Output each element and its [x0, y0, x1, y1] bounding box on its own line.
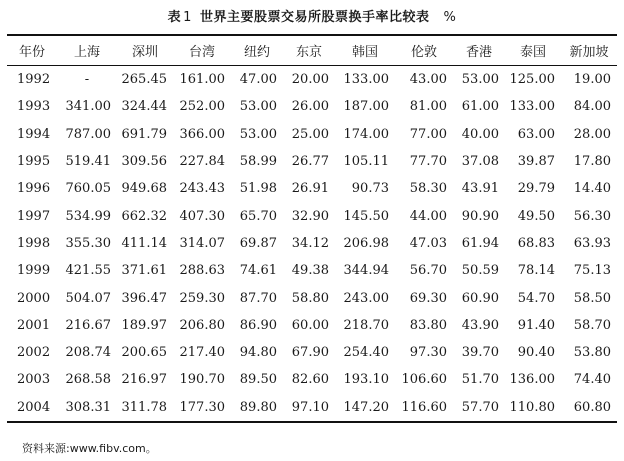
value-cell: 53.80 — [573, 345, 611, 361]
value-cell: 39.87 — [517, 154, 555, 170]
value-cell: 61.00 — [461, 99, 499, 115]
year-cell: 1993 — [17, 99, 51, 115]
value-cell: 91.40 — [517, 317, 555, 333]
value-cell: 125.00 — [509, 72, 555, 88]
value-cell: 53.00 — [239, 99, 277, 115]
value-cell: 82.60 — [291, 372, 329, 388]
value-cell: 51.70 — [461, 372, 499, 388]
value-cell: 534.99 — [65, 208, 111, 224]
value-cell: 371.61 — [121, 263, 167, 279]
value-cell: 206.80 — [179, 317, 225, 333]
value-cell: 89.80 — [239, 399, 277, 415]
value-cell: 355.30 — [65, 235, 111, 251]
table-row — [7, 93, 617, 120]
column-header-market: 台湾 — [188, 45, 215, 60]
value-cell: 110.80 — [509, 399, 555, 415]
value-cell: 133.00 — [343, 72, 389, 88]
value-cell: 288.63 — [179, 263, 225, 279]
table-row — [7, 66, 617, 94]
value-cell: 51.98 — [239, 181, 277, 197]
value-cell: 161.00 — [179, 72, 225, 88]
value-cell: 34.12 — [291, 235, 329, 251]
table-row — [7, 366, 617, 393]
column-header-market: 伦敦 — [410, 45, 437, 60]
column-header-market: 香港 — [465, 45, 492, 60]
column-header-market: 泰国 — [519, 45, 546, 60]
value-cell: 29.79 — [517, 181, 555, 197]
value-cell: 145.50 — [343, 208, 389, 224]
value-cell: 26.00 — [291, 99, 329, 115]
value-cell: 58.70 — [573, 317, 611, 333]
value-cell: 77.70 — [409, 154, 447, 170]
value-cell: 67.90 — [291, 345, 329, 361]
value-cell: 58.50 — [573, 290, 611, 306]
table-row — [7, 121, 617, 148]
year-cell: 1992 — [17, 72, 51, 88]
value-cell: 65.70 — [239, 208, 277, 224]
value-cell: 57.70 — [461, 399, 499, 415]
value-cell: 60.00 — [291, 317, 329, 333]
year-cell: 1998 — [17, 235, 51, 251]
turnover-table — [7, 34, 617, 423]
value-cell: 691.79 — [121, 126, 167, 142]
value-cell: 324.44 — [121, 99, 167, 115]
value-cell: 259.30 — [179, 290, 225, 306]
value-cell: 26.77 — [291, 154, 329, 170]
value-cell: 218.70 — [343, 317, 389, 333]
value-cell: 206.98 — [343, 235, 389, 251]
value-cell: 411.14 — [121, 235, 167, 251]
table-body — [7, 66, 617, 422]
value-cell: 314.07 — [179, 235, 225, 251]
table-row — [7, 230, 617, 257]
year-cell: 1995 — [17, 154, 51, 170]
table-row — [7, 284, 617, 311]
value-cell: 254.40 — [343, 345, 389, 361]
value-cell: 216.67 — [65, 317, 111, 333]
year-cell: 2001 — [17, 317, 51, 333]
year-cell: 1994 — [17, 126, 51, 142]
table-caption — [0, 6, 624, 25]
table-row — [7, 394, 617, 422]
value-cell: 366.00 — [179, 126, 225, 142]
value-cell: 243.43 — [179, 181, 225, 197]
value-cell: 60.90 — [461, 290, 499, 306]
value-cell: 90.40 — [517, 345, 555, 361]
value-cell: 106.60 — [401, 372, 447, 388]
value-cell: 268.58 — [65, 372, 111, 388]
value-cell: 89.50 — [239, 372, 277, 388]
value-cell: 40.00 — [461, 126, 499, 142]
value-cell: 53.00 — [239, 126, 277, 142]
value-cell: 116.60 — [401, 399, 447, 415]
value-cell: 309.56 — [121, 154, 167, 170]
value-cell: 68.83 — [517, 235, 555, 251]
value-cell: 97.10 — [291, 399, 329, 415]
value-cell: 84.00 — [573, 99, 611, 115]
table-row — [7, 312, 617, 339]
year-cell: 2003 — [17, 372, 51, 388]
value-cell: 26.91 — [291, 181, 329, 197]
value-cell: 63.00 — [517, 126, 555, 142]
value-cell: 39.70 — [461, 345, 499, 361]
value-cell: 69.30 — [409, 290, 447, 306]
value-cell: 53.00 — [461, 72, 499, 88]
value-cell: 193.10 — [343, 372, 389, 388]
value-cell: 243.00 — [343, 290, 389, 306]
value-cell: 43.91 — [461, 181, 499, 197]
value-cell: 174.00 — [343, 126, 389, 142]
value-cell: 47.00 — [239, 72, 277, 88]
value-cell: 86.90 — [239, 317, 277, 333]
value-cell: 20.00 — [291, 72, 329, 88]
source-note: 资料来源:www.fibv.com。 — [22, 442, 157, 455]
value-cell: 37.08 — [461, 154, 499, 170]
table-row — [7, 202, 617, 229]
value-cell: 54.70 — [517, 290, 555, 306]
value-cell: 61.94 — [461, 235, 499, 251]
value-cell: 58.30 — [409, 181, 447, 197]
year-cell: 1999 — [17, 263, 51, 279]
caption-title: 世界主要股票交易所股票换手率比较表 — [199, 10, 430, 25]
value-cell: 504.07 — [65, 290, 111, 306]
value-cell: 32.90 — [291, 208, 329, 224]
value-cell: 190.70 — [179, 372, 225, 388]
value-cell: 17.80 — [573, 154, 611, 170]
value-cell: 44.00 — [409, 208, 447, 224]
value-cell: 105.11 — [343, 154, 389, 170]
value-cell: 252.00 — [179, 99, 225, 115]
value-cell: 177.30 — [179, 399, 225, 415]
value-cell: 43.00 — [409, 72, 447, 88]
value-cell: 58.99 — [239, 154, 277, 170]
value-cell: 341.00 — [65, 99, 111, 115]
value-cell: 69.87 — [239, 235, 277, 251]
value-cell: 308.31 — [65, 399, 111, 415]
value-cell: 133.00 — [509, 99, 555, 115]
value-cell: 265.45 — [121, 72, 167, 88]
value-cell: 407.30 — [179, 208, 225, 224]
value-cell: 90.73 — [351, 181, 389, 197]
year-cell: 1997 — [17, 208, 51, 224]
header-row — [7, 35, 617, 66]
value-cell: 19.00 — [573, 72, 611, 88]
value-cell: 216.97 — [121, 372, 167, 388]
value-cell: 200.65 — [121, 345, 167, 361]
column-header-market: 纽约 — [243, 45, 270, 60]
value-cell: 83.80 — [409, 317, 447, 333]
caption-unit: % — [443, 10, 457, 25]
column-header-market: 新加坡 — [569, 45, 609, 60]
year-cell: 2002 — [17, 345, 51, 361]
column-header-year: 年份 — [18, 45, 45, 60]
year-cell: 2004 — [17, 399, 51, 415]
value-cell: - — [84, 72, 90, 88]
column-header-market: 韩国 — [351, 45, 378, 60]
value-cell: 56.70 — [409, 263, 447, 279]
value-cell: 949.68 — [121, 181, 167, 197]
value-cell: 227.84 — [179, 154, 225, 170]
value-cell: 58.80 — [291, 290, 329, 306]
table-row — [7, 148, 617, 175]
value-cell: 396.47 — [121, 290, 167, 306]
value-cell: 189.97 — [121, 317, 167, 333]
value-cell: 90.90 — [461, 208, 499, 224]
value-cell: 787.00 — [65, 126, 111, 142]
column-header-market: 上海 — [73, 45, 100, 60]
value-cell: 344.94 — [343, 263, 389, 279]
value-cell: 47.03 — [409, 235, 447, 251]
table-header — [7, 35, 617, 66]
value-cell: 74.61 — [239, 263, 277, 279]
value-cell: 75.13 — [573, 263, 611, 279]
value-cell: 187.00 — [343, 99, 389, 115]
value-cell: 421.55 — [65, 263, 111, 279]
column-header-market: 深圳 — [131, 45, 158, 60]
value-cell: 217.40 — [179, 345, 225, 361]
value-cell: 147.20 — [343, 399, 389, 415]
value-cell: 77.00 — [409, 126, 447, 142]
value-cell: 87.70 — [239, 290, 277, 306]
table-row — [7, 175, 617, 202]
value-cell: 519.41 — [65, 154, 111, 170]
value-cell: 56.30 — [573, 208, 611, 224]
value-cell: 760.05 — [65, 181, 111, 197]
value-cell: 662.32 — [121, 208, 167, 224]
value-cell: 136.00 — [509, 372, 555, 388]
value-cell: 49.50 — [517, 208, 555, 224]
turnover-table-container — [7, 34, 617, 423]
value-cell: 311.78 — [121, 399, 167, 415]
value-cell: 50.59 — [461, 263, 499, 279]
caption-prefix: 表 — [167, 10, 182, 25]
value-cell: 94.80 — [239, 345, 277, 361]
value-cell: 74.40 — [573, 372, 611, 388]
value-cell: 25.00 — [291, 126, 329, 142]
table-row — [7, 257, 617, 284]
value-cell: 14.40 — [573, 181, 611, 197]
value-cell: 81.00 — [409, 99, 447, 115]
value-cell: 63.93 — [573, 235, 611, 251]
value-cell: 49.38 — [291, 263, 329, 279]
value-cell: 28.00 — [573, 126, 611, 142]
value-cell: 60.80 — [573, 399, 611, 415]
column-header-market: 东京 — [295, 45, 322, 60]
table-row — [7, 339, 617, 366]
value-cell: 43.90 — [461, 317, 499, 333]
value-cell: 78.14 — [517, 263, 555, 279]
value-cell: 97.30 — [409, 345, 447, 361]
caption-number: 1 — [183, 10, 192, 25]
year-cell: 2000 — [17, 290, 51, 306]
year-cell: 1996 — [17, 181, 51, 197]
value-cell: 208.74 — [65, 345, 111, 361]
